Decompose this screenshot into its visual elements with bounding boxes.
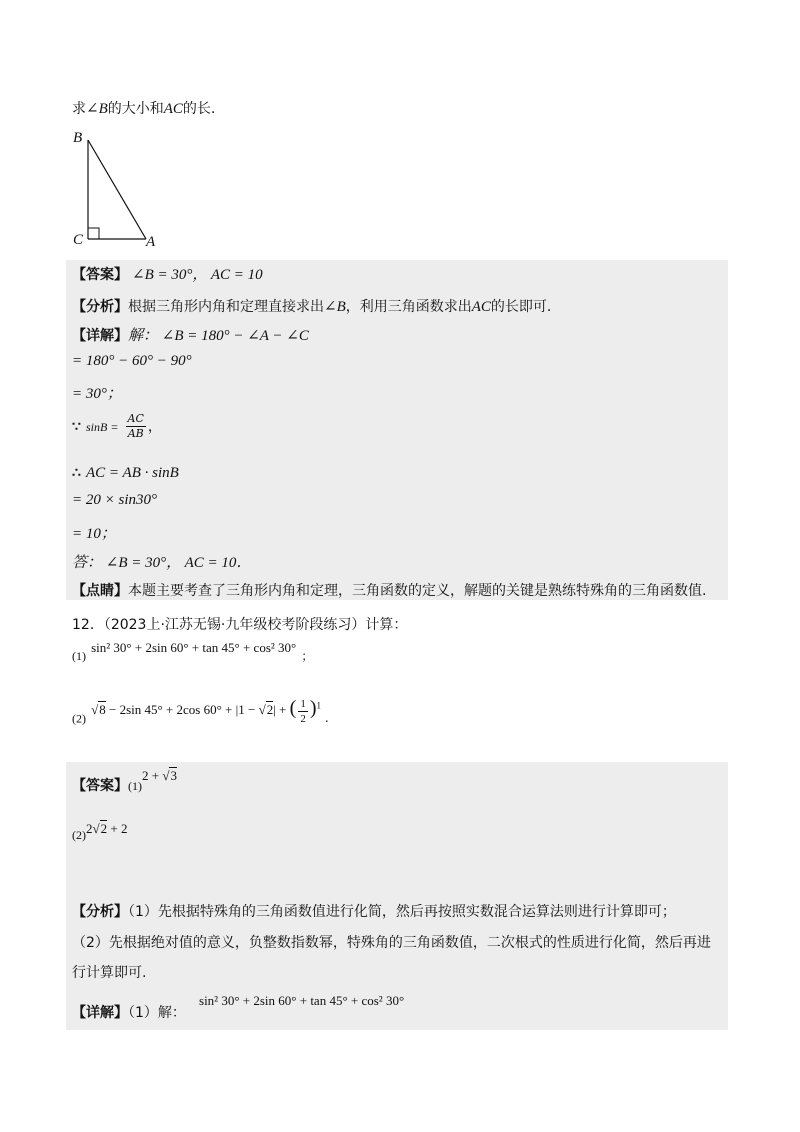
problem12-part2 — [72, 697, 329, 734]
analysis-pre: 根据三角形内角和定理直接求出 — [128, 299, 324, 315]
fraction-denominator: AB — [127, 427, 144, 440]
calc-line-5-text: AC = AB · sinB — [86, 465, 179, 481]
vertex-label-c: C — [73, 232, 84, 248]
analysis12-line2: （2）先根据绝对值的意义，负整数指数幂，特殊角的三角函数值，二次根式的性质进行化简，然后再进 — [72, 935, 711, 951]
detail-first: 解： ∠B = 180° − ∠A − ∠C — [128, 328, 309, 344]
analysis-mid: ，利用三角函数求出 — [345, 299, 472, 315]
part2-abs-close: | + — [273, 702, 290, 718]
analysis-post: 的长即可. — [490, 299, 552, 315]
answer12-a2-label: (2) — [72, 828, 86, 842]
detail-line — [72, 324, 309, 345]
part2-exponent: 1 — [316, 701, 321, 712]
solution-box-12 — [66, 762, 728, 1030]
calc-line-5 — [72, 462, 179, 482]
sinb-label: sinB = — [86, 420, 119, 434]
answer-text: ∠B = 30°， AC = 10 — [132, 267, 263, 283]
detail12-expression: sin² 30° + 2sin 60° + tan 45° + cos² 30° — [199, 993, 405, 1008]
answer12-tag: 【答案】 — [72, 778, 128, 794]
answer-line — [72, 263, 263, 284]
problem12-part1 — [72, 640, 314, 664]
question-mid: 的大小和 — [107, 101, 164, 117]
analysis12-line1 — [72, 901, 676, 921]
a2-val-post: + 2 — [107, 821, 128, 836]
calc-line-2: = 180° − 60° − 90° — [72, 353, 192, 369]
sin-definition-line — [72, 412, 162, 441]
because-symbol: ∵ — [72, 420, 81, 435]
sinb-fraction — [126, 412, 146, 441]
right-angle-mark — [88, 228, 99, 239]
part2-frac-num: 1 — [300, 698, 306, 710]
analysis12-text1: （1）先根据特殊角的三角函数值进行化简，然后再按照实数混合运算法则进行计算即可； — [128, 904, 676, 920]
part2-fraction — [298, 697, 308, 726]
analysis-ac: AC — [471, 299, 491, 315]
comment-text: 本题主要考查了三角形内角和定理，三角函数的定义，解题的关键是熟练特殊角的三角函数值. — [128, 583, 707, 599]
answer-tag: 【答案】 — [72, 267, 128, 283]
part2-middle: − 2sin 45° + 2cos 60° + |1 − — [105, 702, 259, 718]
final-answer-line: 答： ∠B = 30°， AC = 10． — [72, 555, 252, 571]
part1-end: ； — [301, 649, 314, 663]
analysis-tag: 【分析】 — [72, 299, 128, 315]
fraction-numerator: AC — [127, 412, 144, 425]
comment-line — [72, 580, 706, 600]
comment-tag: 【点睛】 — [72, 583, 128, 599]
part2-end: . — [324, 711, 329, 727]
analysis-line — [72, 296, 551, 316]
part1-expression: sin² 30° + 2sin 60° + tan 45° + cos² 30° — [91, 640, 297, 655]
analysis-angle-b: ∠B — [324, 299, 346, 315]
answer12-line1 — [72, 768, 177, 795]
sqrt2: 2 — [266, 702, 274, 718]
angle-b-symbol: ∠B — [86, 101, 108, 117]
sqrt8: 8 — [99, 702, 106, 718]
problem12-header: 12．（2023上·江苏无锡·九年级校考阶段练习）计算： — [72, 617, 408, 633]
analysis12-line3: 行计算即可. — [72, 965, 147, 981]
calc-line-3: = 30°； — [72, 386, 122, 402]
vertex-label-b: B — [73, 130, 83, 146]
part1-label: (1) — [72, 649, 86, 663]
part2-expression: √8 − 2sin 45° + 2cos 60° + |1 − √2| + ( 1 2 )1 — [91, 697, 321, 725]
answer12-a1-value: 2 + √3 — [142, 768, 177, 783]
question-line — [72, 98, 215, 118]
question-pre: 求 — [72, 101, 86, 117]
analysis12-tag: 【分析】 — [72, 904, 128, 920]
a2-val-pre: 2 — [86, 821, 93, 836]
part2-frac-den: 2 — [300, 713, 306, 725]
ac-symbol: AC — [163, 101, 183, 117]
side-ab — [88, 140, 146, 239]
sinb-comma: ， — [147, 419, 162, 435]
calc-line-7: = 10； — [72, 526, 116, 542]
calc-line-6: = 20 × sin30° — [72, 492, 157, 508]
answer12-a2-value: 2√2 + 2 — [86, 821, 128, 836]
detail12-tag: 【详解】 — [72, 1005, 128, 1021]
vertex-label-a: A — [146, 234, 156, 250]
therefore-symbol: ∴ — [72, 466, 81, 481]
detail-tag: 【详解】 — [72, 328, 128, 344]
a2-val-rad: 2 — [100, 821, 108, 836]
a1-val-rad: 3 — [170, 768, 177, 783]
a1-val-pre: 2 + — [142, 768, 163, 783]
detail12-text: （1）解： — [128, 1005, 186, 1021]
answer12-line2 — [72, 821, 128, 843]
answer12-a1-label: (1) — [128, 779, 142, 793]
part2-label: (2) — [72, 711, 86, 726]
triangle-diagram — [70, 128, 170, 253]
question-post: 的长. — [182, 101, 216, 117]
